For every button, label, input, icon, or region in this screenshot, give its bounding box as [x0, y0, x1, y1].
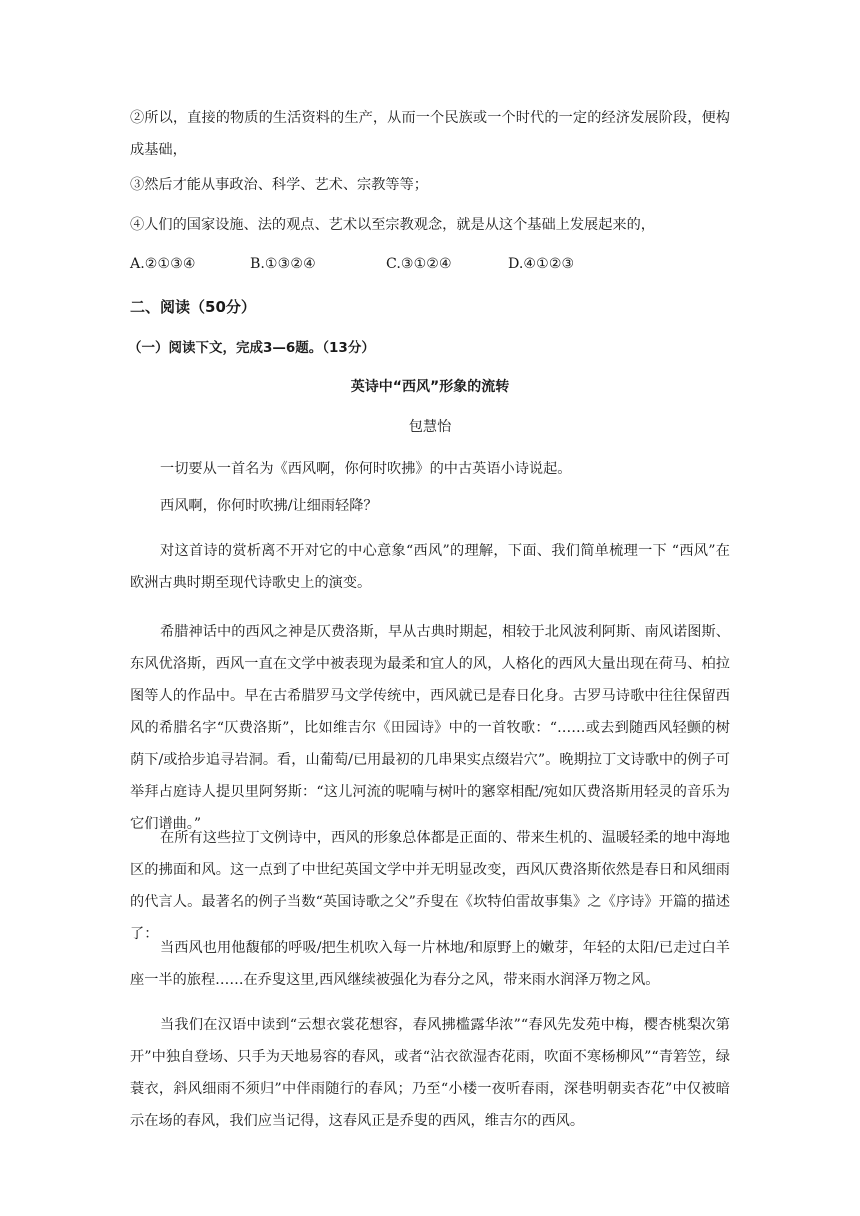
question-item-2: ②所以，直接的物质的生活资料的生产，从而一个民族或一个时代的一定的经济发展阶段，便构成基础，: [130, 110, 730, 158]
article-paragraph: 在所有这些拉丁文例诗中，西风的形象总体都是正面的、带来生机的、温暖轻柔的地中海地区的拂面和风。这一点到了中世纪英国文学中并无明显改变，西风仄费洛斯依然是春日和风细雨的代言人。最著名的例子当数“英国诗歌之父”乔叟在《坎特伯雷故事集》之《序诗》开篇的描述了：: [130, 830, 730, 942]
option-c: C.③①②④: [386, 256, 452, 272]
article-paragraph: 对这首诗的赏析离不开对它的中心意象“西风”的理解，下面、我们简单梳理一下 “西风”在欧洲古典时期至现代诗歌史上的演变。: [130, 543, 730, 591]
article-paragraph: 希腊神话中的西风之神是仄费洛斯，早从古典时期起，相较于北风波利阿斯、南风诺图斯、东风优洛斯，西风一直在文学中被表现为最柔和宜人的风，人格化的西风大量出现在荷马、柏拉图等人的作品中。早在古希腊罗马文学传统中，西风就已是春日化身。古罗马诗歌中往往保留西风的希腊名字“仄费洛斯”，比如维吉尔《田园诗》中的一首牧歌：“……或去到随西风轻颤的树荫下/或拾步追寻岩洞。看，山葡萄/已用最初的几串果实点缀岩穴”。晚期拉丁文诗歌中的例子可举拜占庭诗人提贝里阿努斯：“这儿河流的呢喃与树叶的窸窣相配/宛如仄费洛斯用轻灵的音乐为它们谱曲。”: [130, 624, 730, 832]
question-item-4: ④人们的国家设施、法的观点、艺术以至宗教观念，就是从这个基础上发展起来的，: [130, 217, 655, 233]
article-author: 包慧怡: [408, 419, 452, 435]
option-b: B.①③②④: [250, 256, 316, 272]
section-sub-heading: （一）阅读下文，完成3—6题。（13分）: [128, 340, 375, 356]
option-a: A.②①③④: [130, 256, 196, 272]
article-paragraph: 当西风也用他馥郁的呼吸/把生机吹入每一片林地/和原野上的嫩芽，年轻的太阳/已走过白羊座一半的旅程……在乔叟这里,西风继续被强化为春分之风，带来雨水润泽万物之风。: [130, 940, 730, 988]
section-heading: 二、阅读（50分）: [130, 298, 256, 316]
option-d: D.④①②③: [508, 256, 575, 272]
article-paragraph: 西风啊，你何时吹拂/让细雨轻降？: [160, 498, 378, 514]
article-paragraph: 一切要从一首名为《西风啊，你何时吹拂》的中古英语小诗说起。: [160, 461, 572, 477]
article-paragraph: 当我们在汉语中读到“云想衣裳花想容，春风拂槛露华浓”“春风先发苑中梅，樱杏桃梨次第开”中独自登场、只手为天地易容的春风，或者“沾衣欲湿杏花雨，吹面不寒杨柳风”“青箬笠，绿蓑衣，斜风细雨不须归”中伴雨随行的春风；乃至“小楼一夜听春雨，深巷明朝卖杏花”中仅被暗示在场的春风，我们应当记得，这春风正是乔叟的西风，维吉尔的西风。: [130, 1017, 730, 1129]
question-item-3: ③然后才能从事政治、科学、艺术、宗教等等；: [130, 177, 428, 193]
article-title: 英诗中“西风”形象的流转: [350, 379, 510, 395]
